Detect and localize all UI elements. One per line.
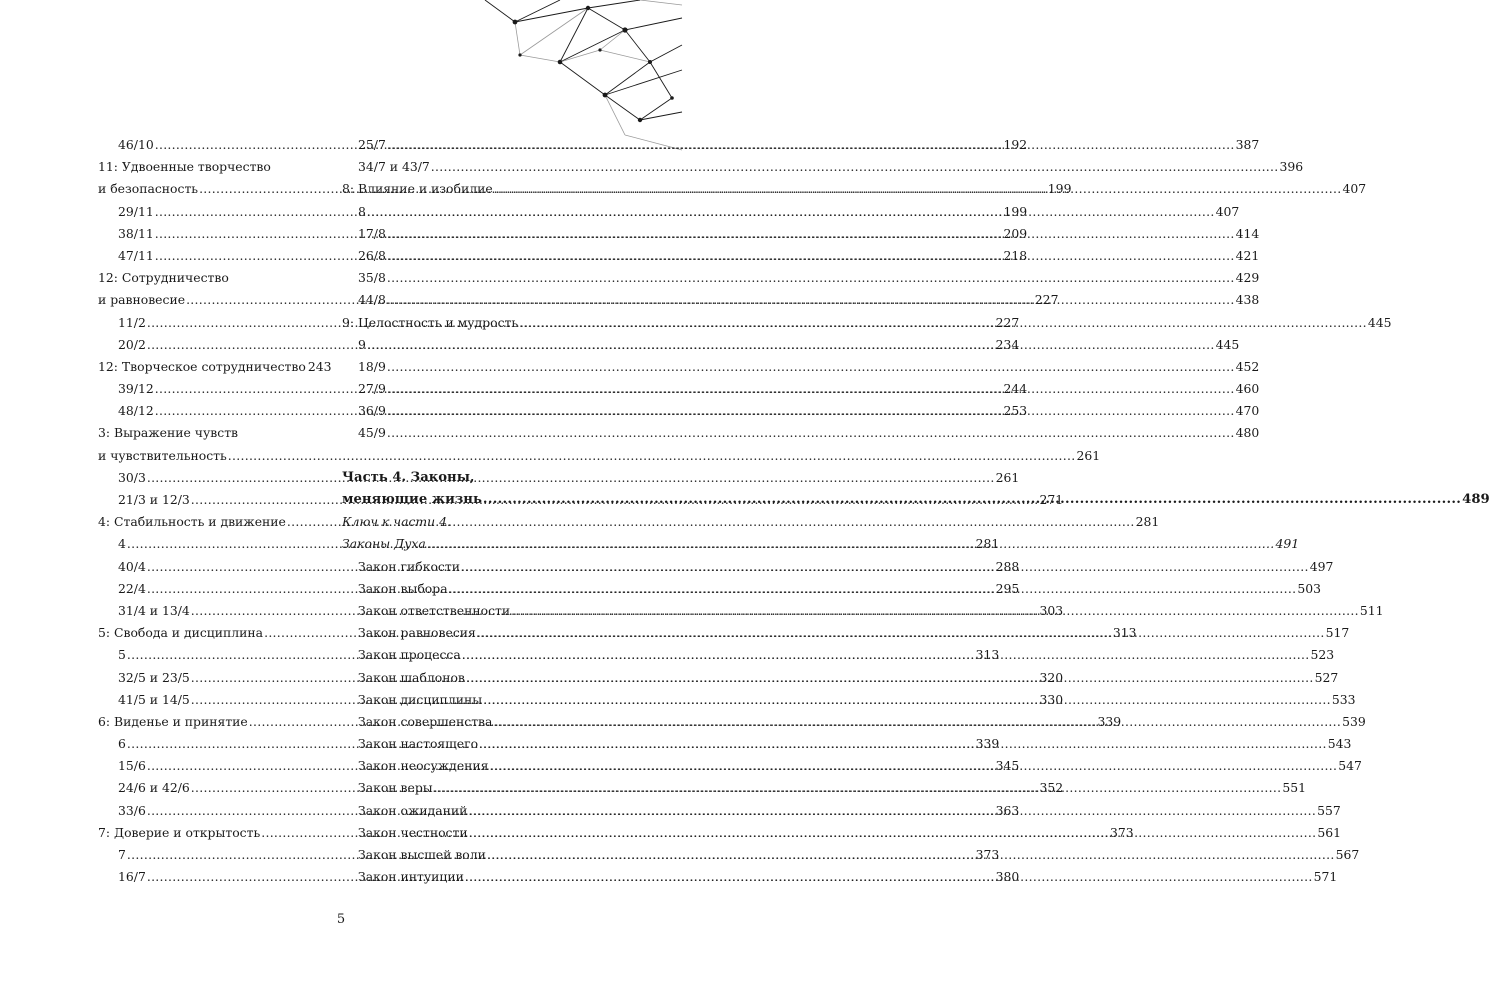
toc-dot-leader xyxy=(483,489,1461,511)
toc-entry-title: 40/4 xyxy=(118,558,146,574)
toc-entry-title: 24/6 и 42/6 xyxy=(118,780,190,796)
toc-entry[interactable] xyxy=(98,356,332,378)
toc-entry-title: и безопасность xyxy=(98,181,199,197)
toc-entry-page: 571 xyxy=(1313,869,1338,885)
toc-entry-page: 438 xyxy=(1235,292,1260,308)
toc-entry-page: 345 xyxy=(995,758,1020,774)
toc-dot-leader xyxy=(477,622,1325,644)
toc-entry-page: 192 xyxy=(1003,137,1028,152)
toc-entry-page: 199 xyxy=(1003,203,1028,219)
toc-entry-title: 26/8 xyxy=(358,247,386,263)
toc-entry-page: 407 xyxy=(1215,203,1240,219)
toc-dot-leader xyxy=(427,533,1275,555)
toc-entry-page: 414 xyxy=(1235,225,1260,241)
toc-entry-title: 48/12 xyxy=(118,403,154,419)
toc-entry[interactable] xyxy=(342,267,1260,289)
toc-entry-title: и равновесие xyxy=(98,292,186,308)
toc-entry-page: 373 xyxy=(975,847,1000,862)
toc-entry-title: 12: Сотрудничество xyxy=(98,270,229,286)
toc-entry[interactable] xyxy=(98,156,320,178)
toc-entry-page: 261 xyxy=(995,469,1020,485)
toc-entry-page: 373 xyxy=(1109,824,1134,840)
toc-dot-leader xyxy=(387,223,1235,245)
toc-entry-title: 4 xyxy=(118,536,126,552)
toc-entry-title: 8: Влияние и изобилие xyxy=(342,181,493,197)
toc-entry-page: 227 xyxy=(1034,292,1059,308)
toc-entry-page: 271 xyxy=(1039,492,1064,507)
toc-entry-title: 6 xyxy=(118,736,126,752)
toc-entry-page: 561 xyxy=(1317,824,1341,840)
toc-entry[interactable] xyxy=(98,201,1028,223)
toc-entry-page: 339 xyxy=(975,736,1000,752)
toc-entry[interactable] xyxy=(342,511,582,533)
toc-entry-page: 281 xyxy=(1135,514,1160,530)
toc-entry-title: 38/11 xyxy=(118,225,154,241)
toc-entry-page: 460 xyxy=(1235,381,1260,397)
toc-entry-title: Закон высшей воли xyxy=(358,847,486,862)
toc-dot-leader xyxy=(519,312,1367,334)
toc-dot-leader xyxy=(469,822,1317,844)
toc-entry-title: 12: Творческое сотрудничество xyxy=(98,358,306,374)
toc-entry-page: 421 xyxy=(1235,247,1260,263)
toc-entry[interactable] xyxy=(342,156,1304,178)
toc-entry-title: 36/9 xyxy=(358,403,386,419)
toc-dot-leader xyxy=(431,156,1279,178)
toc-entry-page: 288 xyxy=(995,558,1020,574)
toc-dot-leader xyxy=(387,245,1235,267)
toc-entry-page: 551 xyxy=(1282,780,1307,796)
toc-dot-leader xyxy=(487,844,1335,866)
toc-entry-page: 567 xyxy=(1335,847,1360,862)
toc-dot-leader xyxy=(462,644,1310,666)
toc-entry-page: 557 xyxy=(1317,802,1341,818)
toc-entry-page: 363 xyxy=(995,802,1020,818)
toc-entry-page: 470 xyxy=(1235,403,1260,419)
toc-entry-title: Часть 4. Законы, xyxy=(342,469,475,485)
toc-dot-leader xyxy=(387,267,1235,289)
toc-entry-title: 47/11 xyxy=(118,247,154,263)
toc-entry-title: Закон шаблонов xyxy=(358,669,465,685)
toc-entry-title: Закон интуиции xyxy=(358,869,464,885)
toc-dot-leader xyxy=(468,800,1316,822)
toc-entry-page: 209 xyxy=(1003,225,1028,241)
toc-entry-page: 199 xyxy=(1047,181,1072,197)
toc-dot-leader xyxy=(449,578,1297,600)
toc-entry-page: 313 xyxy=(975,647,1000,663)
toc-entry-title: Ключ к части 4. xyxy=(342,514,451,530)
toc-entry-title: 32/5 и 23/5 xyxy=(118,669,190,685)
toc-entry-page: 547 xyxy=(1338,758,1362,774)
toc-entry[interactable] xyxy=(98,267,320,289)
toc-entry-title: 9 xyxy=(358,336,366,352)
toc-entry-title: Закон равновесия xyxy=(358,625,476,641)
toc-entry[interactable] xyxy=(342,422,1260,444)
toc-entry-title: 22/4 xyxy=(118,580,146,596)
toc-entry-title: 33/6 xyxy=(118,802,146,818)
toc-entry-page: 234 xyxy=(995,336,1020,352)
toc-dot-leader xyxy=(434,777,1282,799)
toc-entry-page: 527 xyxy=(1314,669,1339,685)
toc-entry-page: 445 xyxy=(1215,336,1240,352)
toc-entry-title: 4: Стабильность и движение xyxy=(98,514,286,530)
toc-entry-page: 281 xyxy=(975,536,1000,552)
toc-entry-title: Закон ожиданий xyxy=(358,802,468,818)
toc-dot-leader xyxy=(387,400,1235,422)
toc-entry-title: 5: Свобода и дисциплина xyxy=(98,625,264,641)
toc-entry[interactable] xyxy=(342,356,1260,378)
toc-entry-title: 21/3 и 12/3 xyxy=(118,492,190,507)
toc-entry-title: и чувствительность xyxy=(98,447,227,463)
toc-entry-page: 303 xyxy=(1039,602,1064,618)
toc-entry-title: 18/9 xyxy=(358,358,386,374)
toc-entry-title: 17/8 xyxy=(358,225,386,241)
toc-entry-title: 39/12 xyxy=(118,381,154,397)
toc-entry-title: Закон совершенства xyxy=(358,713,493,729)
toc-entry-title: меняющие жизнь xyxy=(342,492,482,507)
toc-entry-title: 7 xyxy=(118,847,126,862)
toc-entry-title: Закон настоящего xyxy=(358,736,479,752)
toc-entry-title: 9: Целостность и мудрость xyxy=(342,314,519,330)
toc-dot-leader xyxy=(479,733,1327,755)
toc-entry-page: 320 xyxy=(1039,669,1064,685)
toc-entry-title: 46/10 xyxy=(118,137,154,152)
toc-entry-title: 20/2 xyxy=(118,336,146,352)
toc-dot-leader xyxy=(367,201,1215,223)
toc-dot-leader xyxy=(367,334,1215,356)
toc-dot-leader xyxy=(387,134,1235,156)
toc-dot-leader xyxy=(489,755,1337,777)
toc-entry-page: 480 xyxy=(1235,425,1260,441)
toc-entry-page: 253 xyxy=(1003,403,1028,419)
toc-entry-title: Законы Духа xyxy=(342,536,426,552)
toc-entry-title: 34/7 и 43/7 xyxy=(358,159,430,175)
toc-dot-leader xyxy=(511,600,1359,622)
toc-entry-title: 7: Доверие и открытость xyxy=(98,824,261,840)
toc-entry-page: 503 xyxy=(1297,580,1321,596)
toc-entry-page: 539 xyxy=(1342,713,1366,729)
toc-dot-leader xyxy=(493,711,1341,733)
toc-entry[interactable] xyxy=(98,445,1101,467)
toc-entry[interactable] xyxy=(98,422,320,444)
toc-entry-title: 3: Выражение чувств xyxy=(98,425,239,441)
toc-entry-title: 16/7 xyxy=(118,869,146,885)
toc-entry-title: Закон выбора xyxy=(358,580,448,596)
toc-entry-title: Закон ответственности xyxy=(358,602,511,618)
toc-entry-page: 445 xyxy=(1367,314,1392,330)
toc-entry-page: 330 xyxy=(1039,691,1064,707)
toc-entry-title: Закон неосуждения xyxy=(358,758,489,774)
toc-entry-title: Закон процесса xyxy=(358,647,461,663)
toc-entry-page: 489 xyxy=(1462,492,1490,507)
toc-dot-leader xyxy=(387,422,1235,444)
toc-entry-page: 380 xyxy=(995,869,1020,885)
toc-dot-leader xyxy=(461,556,1309,578)
toc-entry-page: 407 xyxy=(1342,181,1367,197)
toc-entry[interactable] xyxy=(342,467,582,489)
toc-entry-title: 11: Удвоенные творчество xyxy=(98,159,271,175)
toc-dot-leader xyxy=(483,689,1331,711)
toc-entry-page: 517 xyxy=(1325,625,1350,641)
toc-entry-title: 45/9 xyxy=(358,425,386,441)
toc-entry-title: Закон честности xyxy=(358,824,468,840)
toc-dot-leader xyxy=(387,378,1235,400)
toc-entry-page: 543 xyxy=(1327,736,1352,752)
toc-entry-title: 6: Виденье и принятие xyxy=(98,713,248,729)
toc-spacer xyxy=(342,445,582,467)
toc-entry-page: 295 xyxy=(995,580,1020,596)
toc-entry[interactable] xyxy=(98,334,1020,356)
toc-entry-title: 5 xyxy=(118,647,126,663)
toc-entry-title: 8 xyxy=(358,203,366,219)
toc-entry-page: 261 xyxy=(1076,447,1101,463)
toc-entry-title: 15/6 xyxy=(118,758,146,774)
toc-entry-page: 497 xyxy=(1309,558,1334,574)
toc-entry-page: 339 xyxy=(1097,713,1122,729)
toc-entry-title: 29/11 xyxy=(118,203,154,219)
toc-dot-leader xyxy=(387,289,1235,311)
toc-dot-leader xyxy=(466,667,1314,689)
toc-entry-title: Закон гибкости xyxy=(358,558,460,574)
toc-dot-leader xyxy=(465,866,1313,888)
toc-entry-page: 523 xyxy=(1310,647,1335,663)
toc-entry-title: 11/2 xyxy=(118,314,146,330)
toc-entry-page: 396 xyxy=(1279,159,1304,175)
toc-entry-page: 533 xyxy=(1331,691,1356,707)
toc-entry-title: 31/4 и 13/4 xyxy=(118,602,190,618)
toc-entry-title: 27/9 xyxy=(358,381,386,397)
toc-entry-page: 387 xyxy=(1235,137,1260,152)
toc-dot-leader xyxy=(494,178,1342,200)
toc-entry-title: 41/5 и 14/5 xyxy=(118,691,190,707)
toc-entry-title: 44/8 xyxy=(358,292,386,308)
toc-entry-title: 35/8 xyxy=(358,270,386,286)
toc-entry-title: Закон дисциплины xyxy=(358,691,483,707)
toc-entry-page: 429 xyxy=(1235,270,1260,286)
toc-entry-page: 218 xyxy=(1003,247,1028,263)
toc-entry-page: 313 xyxy=(1112,625,1137,641)
toc-entry-page: 452 xyxy=(1235,358,1260,374)
toc-entry-title: 25/7 xyxy=(358,137,386,152)
toc-entry-page: 352 xyxy=(1039,780,1064,796)
toc-entry-page: 491 xyxy=(1275,536,1300,552)
toc-entry-page: 244 xyxy=(1003,381,1028,397)
toc-entry-page: 511 xyxy=(1359,602,1384,618)
toc-entry-title: Закон веры xyxy=(358,780,433,796)
toc-entry-title: 30/3 xyxy=(118,469,146,485)
toc-dot-leader xyxy=(387,356,1235,378)
page-number: 5 xyxy=(336,912,346,927)
toc-entry-page: 227 xyxy=(995,314,1020,330)
toc-entry-page: 243 xyxy=(307,358,332,374)
